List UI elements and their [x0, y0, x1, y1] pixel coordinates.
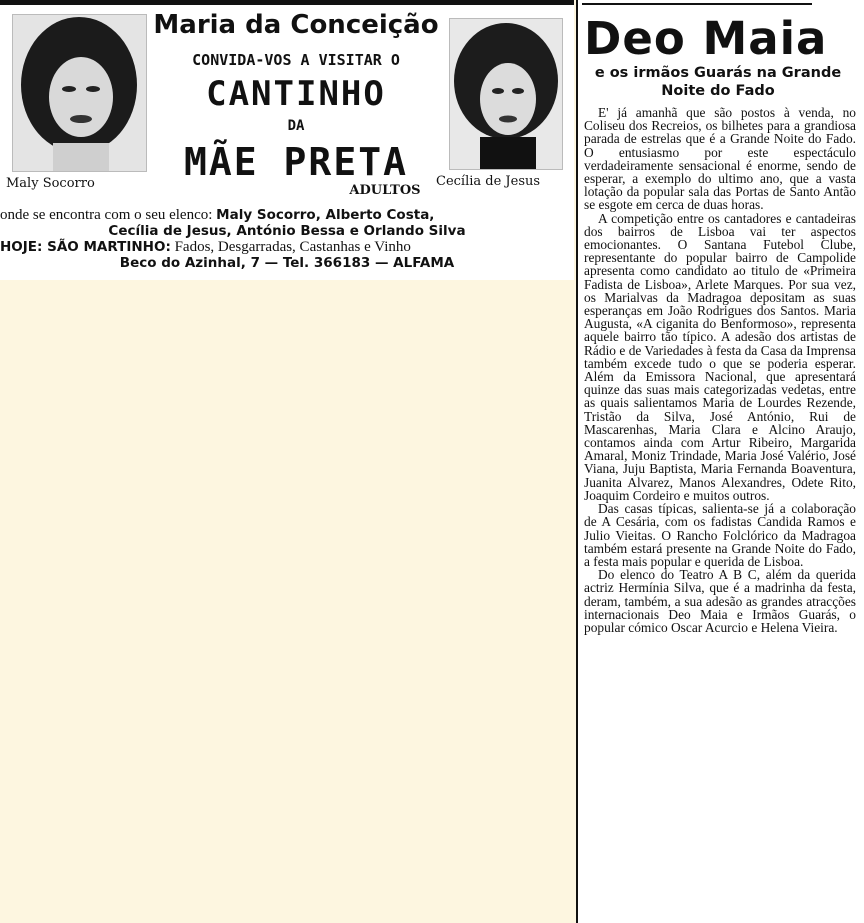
article-body — [584, 106, 856, 634]
caption-right: Cecília de Jesus — [436, 174, 541, 189]
article-subheadline: e os irmãos Guarás na Grande Noite do Fado — [594, 65, 842, 99]
ad-cast-names2: Cecília de Jesus, António Bessa e Orlando Silva — [108, 223, 466, 239]
article-paragraph: E' já amanhã que são postos à venda, no Coliseu dos Recreios, os bilhetes para a grandiosa parada de estrelas que é a Grande Noite do Fado. O entusiasmo por este espectáculo verdadeiramente sensacional é enorme, sendo de esperar, a exemplo do ultimo ano, que a vasta lotação da popular sala das Portas de Santo Antão se esgote em cerca de duas horas. — [584, 105, 856, 213]
ad-today-line — [0, 239, 574, 256]
caption-left: Maly Socorro — [6, 176, 95, 191]
ad-cast-line2 — [0, 223, 574, 239]
ad-address-line — [0, 255, 574, 271]
article-paragraph: Do elenco do Teatro A B C, além da querida actriz Hermínia Silva, que é a madrinha da festa, deram, também, a sua adesão as grandes atracções internacionais Deo Maia e Irmãos Guarás, o popular cómico Oscar Acurcio e Helena Vieira. — [584, 567, 856, 635]
ad-cast-names1: Maly Socorro, Alberto Costa, — [216, 207, 435, 223]
ad-title: Maria da Conceição — [153, 10, 439, 40]
ad-audience: ADULTOS — [349, 183, 421, 198]
ad-address: Beco do Azinhal, 7 — Tel. 366183 — ALFAMA — [119, 255, 455, 271]
photo-cecilia-de-jesus — [449, 18, 563, 170]
ad-today-text: Fados, Desgarradas, Castanhas e Vinho — [170, 239, 411, 255]
top-rule — [0, 0, 574, 5]
portrait-left-icon — [13, 15, 146, 171]
ad-today-label: HOJE: SÃO MARTINHO: — [0, 239, 171, 255]
portrait-right-icon — [450, 19, 562, 169]
ad-name-line2: DA — [287, 118, 305, 134]
ad-cast-line1 — [0, 207, 574, 224]
column-divider — [576, 0, 578, 923]
article-top-rule — [582, 3, 812, 5]
ad-name-line1: CANTINHO — [206, 74, 386, 114]
article-headline: Deo Maia — [584, 12, 828, 65]
article-paragraph: Das casas típicas, salienta-se já a colaboração de A Cesária, com os fadistas Candida Ramos e Julio Vieitas. O Rancho Folclórico da Madragoa também estará presente na Grande Noite do Fado, a festa mais popular e querida de Lisboa. — [584, 501, 856, 569]
photo-maly-socorro — [12, 14, 147, 172]
ad-cast-intro: onde se encontra com o seu elenco: — [0, 207, 217, 223]
article-paragraph: A competição entre os cantadores e cantadeiras dos bairros de Lisboa vai ter aspectos emocionantes. O Santana Futebol Clube, representante do popular bairro de Campolide apresenta como candidato ao titulo de «Primeira Fadista de Lisboa», Arlete Marques. Por sua vez, os Marialvas da Madragoa depositam as suas esperanças em João Rodrigues dos Santos. Maria Augusta, «A ciganita do Benformoso», representa aquele bairro tão típico. A adesão dos artistas de Rádio e de Variedades à festa da Casa da Imprensa também excede tudo o que se poderia esperar. Além da Emissora Nacional, que apresentará quinze das suas mais categorizadas vedetas, entre as quais salientamos Maria de Lourdes Rezende, Tristão da Silva, José António, Rui de Mascarenhas, Maria Clara e Alcino Araujo, contamos ainda com Artur Ribeiro, Margarida Amaral, Moniz Trindade, Maria José Valério, José Viana, Juju Baptista, Maria Fernanda Boaventura, Juanita Alvarez, Manos Alexandres, Odete Rito, Joaquim Cordeiro e muitos outros. — [584, 210, 856, 503]
ad-name-line3: MÃE PRETA — [184, 140, 408, 184]
ad-invite: CONVIDA-VOS A VISITAR O — [192, 51, 400, 69]
